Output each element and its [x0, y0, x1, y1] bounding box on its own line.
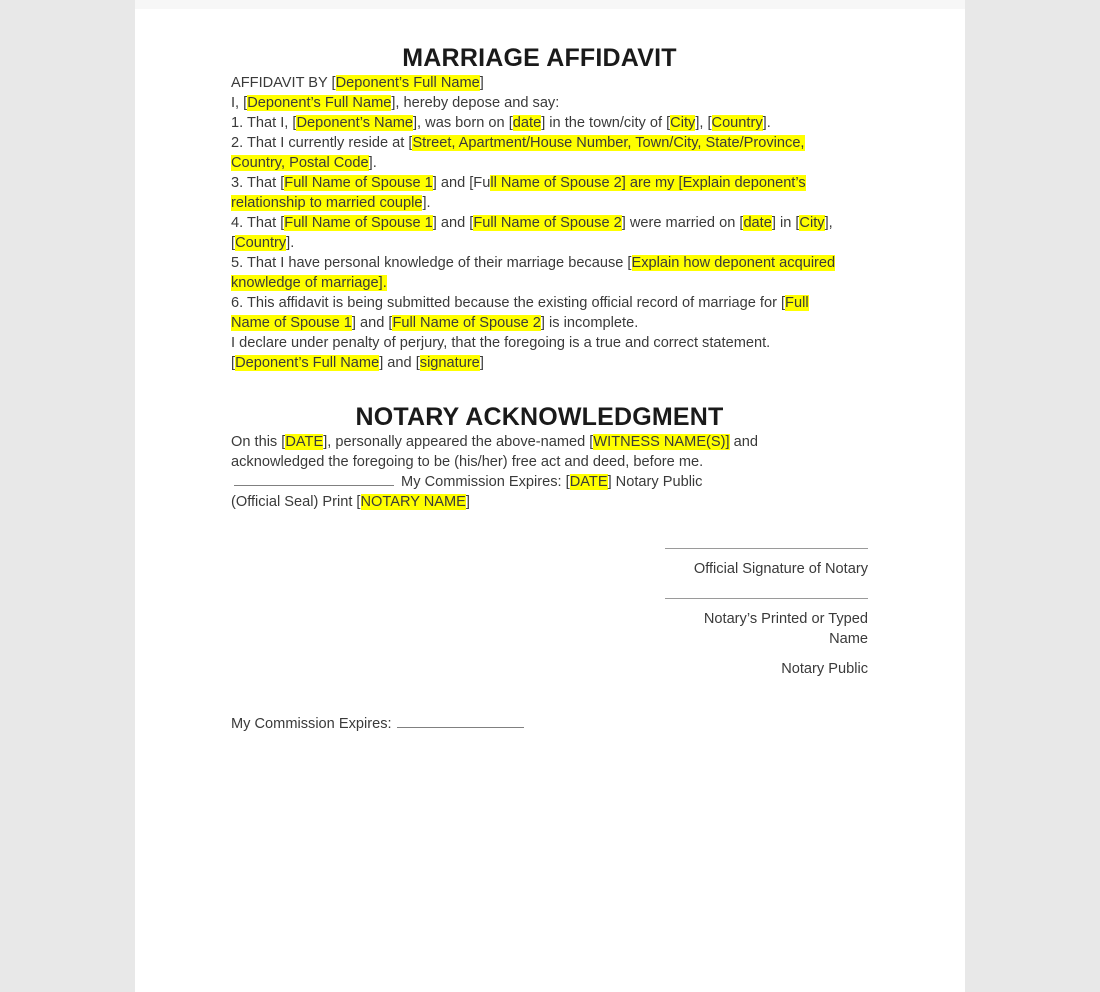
highlighted-placeholder: Full Name of Spouse 1	[284, 175, 433, 191]
affidavit-by-highlight: Deponent’s Full Name	[335, 75, 480, 91]
notary-paragraph	[231, 432, 848, 492]
highlighted-placeholder: Country	[711, 115, 763, 131]
highlighted-placeholder: NOTARY NAME	[360, 494, 466, 510]
highlighted-placeholder: date	[743, 215, 772, 231]
highlighted-placeholder: City	[670, 115, 696, 131]
affidavit-item-2: 2. That I currently reside at [Street, Apartment/House Number, Town/City, State/Province, Country, Postal Code].	[231, 135, 805, 171]
highlighted-placeholder: WITNESS NAME(S)]	[593, 434, 730, 450]
notary-blank-rule[interactable]	[234, 472, 394, 486]
notary-signature-caption: Official Signature of Notary	[693, 561, 868, 577]
affidavit-intro-prefix: I, [	[231, 95, 248, 111]
notary-title: NOTARY ACKNOWLEDGMENT	[355, 403, 724, 431]
highlighted-placeholder: Full Name of Spouse 2	[473, 215, 622, 231]
highlighted-placeholder: signature	[419, 355, 480, 371]
notary-public-caption: Notary Public	[781, 661, 868, 677]
affidavit-title: MARRIAGE AFFIDAVIT	[402, 44, 677, 72]
highlighted-placeholder: Full Name of Spouse 1	[231, 295, 809, 331]
affidavit-declaration: I declare under penalty of perjury, that the foregoing is a true and correct statement.	[231, 335, 771, 351]
highlighted-placeholder: DATE	[285, 434, 324, 450]
commission-expires-line	[231, 714, 848, 734]
notary-after-date-text: ] Notary Public	[607, 474, 703, 490]
highlighted-placeholder: Deponent’s Full Name	[235, 355, 380, 371]
notary-seal-line: (Official Seal) Print [NOTARY NAME]	[231, 494, 470, 510]
document-content	[231, 0, 868, 749]
document-page	[135, 0, 965, 992]
affidavit-intro-suffix: ], hereby depose and say:	[391, 95, 560, 111]
affidavit-intro-highlight: Deponent’s Full Name	[247, 95, 392, 111]
highlighted-placeholder: date	[512, 115, 542, 131]
affidavit-item-1: 1. That I, [Deponent’s Name], was born on [date] in the town/city of [City], [Country].	[231, 115, 771, 131]
highlighted-placeholder: Full Name of Spouse 1	[284, 215, 433, 231]
affidavit-item-6: 6. This affidavit is being submitted because the existing official record of marriage for [Full Name of Spouse 1] and [Full Name of Spouse 2] is incomplete.	[231, 295, 809, 331]
affidavit-item-5: 5. That I have personal knowledge of their marriage because [Explain how deponent acquired knowledge of marriage].	[231, 255, 836, 291]
highlighted-placeholder: Full Name of Spouse 2	[392, 315, 541, 331]
highlighted-placeholder: Deponent’s Name	[296, 115, 413, 131]
affidavit-intro-line	[231, 93, 848, 113]
affidavit-by-suffix: ]	[479, 75, 484, 91]
notary-after-rule-text: My Commission Expires: [	[397, 474, 570, 490]
notary-commission-date-highlight: DATE	[569, 474, 608, 490]
highlighted-placeholder: Explain how deponent acquired knowledge of marriage].	[231, 255, 836, 291]
affidavit-item-3: 3. That [Full Name of Spouse 1] and [Full Name of Spouse 2] are my [Explain deponent’s relationship to married couple].	[231, 175, 806, 211]
highlighted-placeholder: City	[799, 215, 825, 231]
affidavit-by-prefix: AFFIDAVIT BY [	[231, 75, 336, 91]
affidavit-by-line	[231, 73, 848, 93]
commission-expires-label: My Commission Expires:	[231, 716, 392, 732]
notary-printed-name-caption: Notary’s Printed or Typed Name	[703, 611, 868, 647]
affidavit-signature-line: [Deponent’s Full Name] and [signature]	[231, 355, 484, 371]
notary-signature-block	[665, 548, 868, 679]
notary-paragraph-text: On this [DATE], personally appeared the above-named [WITNESS NAME(S)] and acknowledged the foregoing to be (his/her) free act and deed, before me.	[231, 434, 758, 470]
commission-expires-blank[interactable]	[397, 715, 524, 728]
affidavit-item-4: 4. That [Full Name of Spouse 1] and [Full Name of Spouse 2] were married on [date] in [City], [Country].	[231, 215, 833, 251]
highlighted-placeholder: Country	[235, 235, 287, 251]
highlighted-placeholder: ll Name of Spouse 2] are my [Explain deponent’s relationship to married couple	[231, 175, 806, 211]
highlighted-placeholder: Street, Apartment/House Number, Town/City, State/Province, Country, Postal Code	[231, 135, 805, 171]
